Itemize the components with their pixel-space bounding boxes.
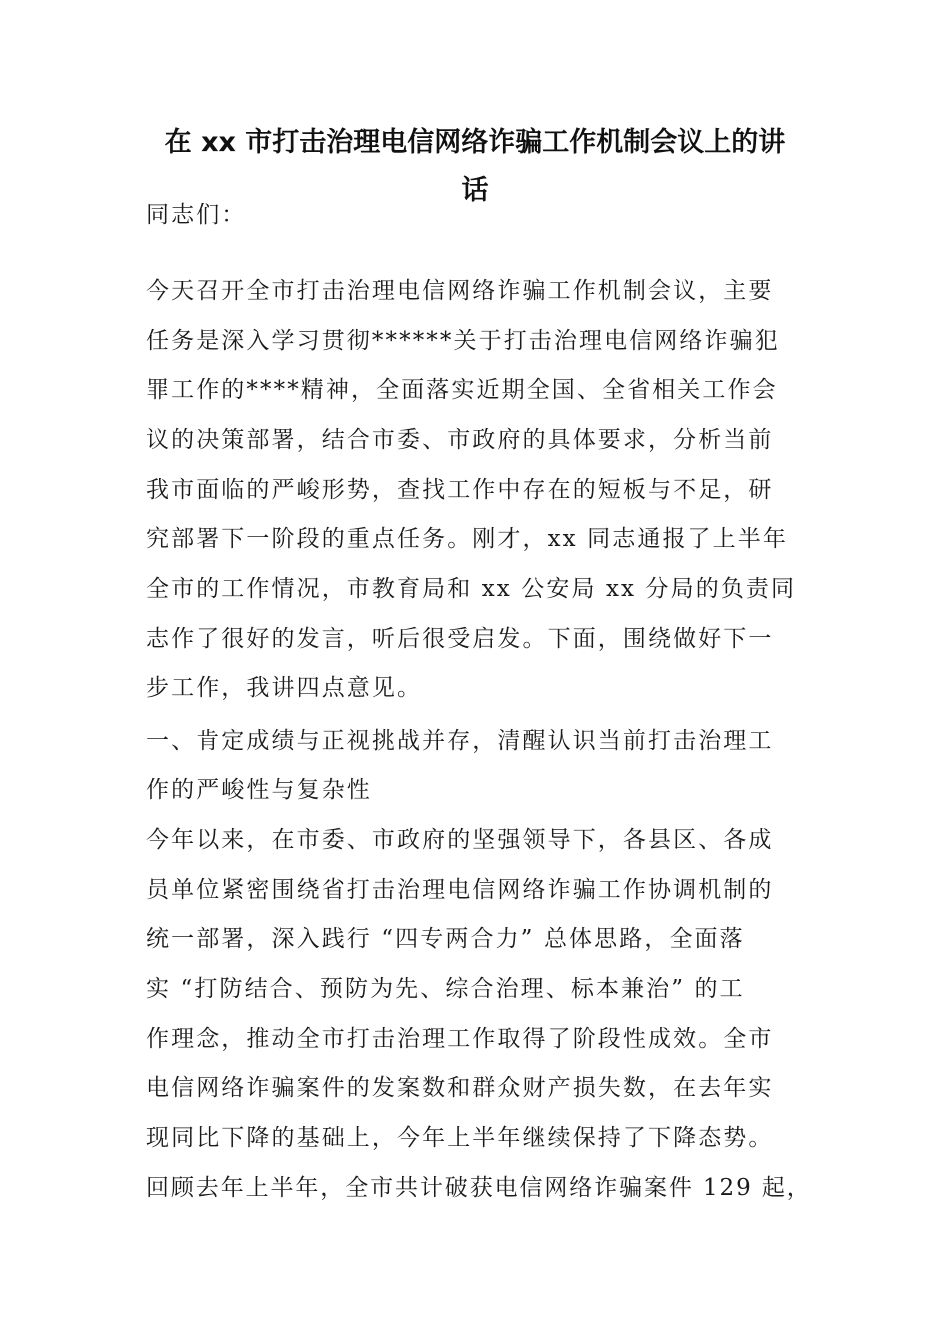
salutation: 同志们： bbox=[146, 202, 247, 228]
body-line: 罪工作的****精神，全面落实近期全国、全省相关工作会 bbox=[146, 377, 778, 403]
body-line: 员单位紧密围绕省打击治理电信网络诈骗工作协调机制的 bbox=[146, 877, 774, 903]
document-title-line-2: 话 bbox=[461, 175, 489, 206]
body-line: 实 “打防结合、预防为先、综合治理、标本兼治” 的工 bbox=[146, 976, 745, 1002]
body-line: 全市的工作情况，市教育局和 xx 公安局 xx 分局的负责同 bbox=[146, 576, 797, 602]
body-line: 步工作，我讲四点意见。 bbox=[146, 675, 423, 701]
document-title-line-1: 在 xx 市打击治理电信网络诈骗工作机制会议上的讲 bbox=[164, 127, 786, 158]
body-line: 究部署下一阶段的重点任务。刚才，xx 同志通报了上半年 bbox=[146, 526, 788, 552]
body-line: 回顾去年上半年，全市共计破获电信网络诈骗案件 129 起， bbox=[146, 1175, 812, 1201]
body-line: 电信网络诈骗案件的发案数和群众财产损失数，在去年实 bbox=[146, 1075, 774, 1101]
body-line: 统一部署，深入践行 “四专两合力” 总体思路，全面落 bbox=[146, 926, 745, 952]
section-heading-line: 一、肯定成绩与正视挑战并存，清醒认识当前打击治理工 bbox=[146, 728, 774, 754]
body-line: 议的决策部署，结合市委、市政府的具体要求，分析当前 bbox=[146, 427, 774, 453]
body-line: 任务是深入学习贯彻******关于打击治理电信网络诈骗犯 bbox=[146, 328, 780, 354]
section-heading-line: 作的严峻性与复杂性 bbox=[146, 777, 372, 803]
body-line: 作理念，推动全市打击治理工作取得了阶段性成效。全市 bbox=[146, 1026, 774, 1052]
body-line: 志作了很好的发言，听后很受启发。下面，围绕做好下一 bbox=[146, 626, 774, 652]
body-line: 今天召开全市打击治理电信网络诈骗工作机制会议，主要 bbox=[146, 278, 774, 304]
body-line: 现同比下降的基础上，今年上半年继续保持了下降态势。 bbox=[146, 1125, 774, 1151]
body-line: 今年以来，在市委、市政府的坚强领导下，各县区、各成 bbox=[146, 827, 774, 853]
body-line: 我市面临的严峻形势，查找工作中存在的短板与不足，研 bbox=[146, 477, 774, 503]
